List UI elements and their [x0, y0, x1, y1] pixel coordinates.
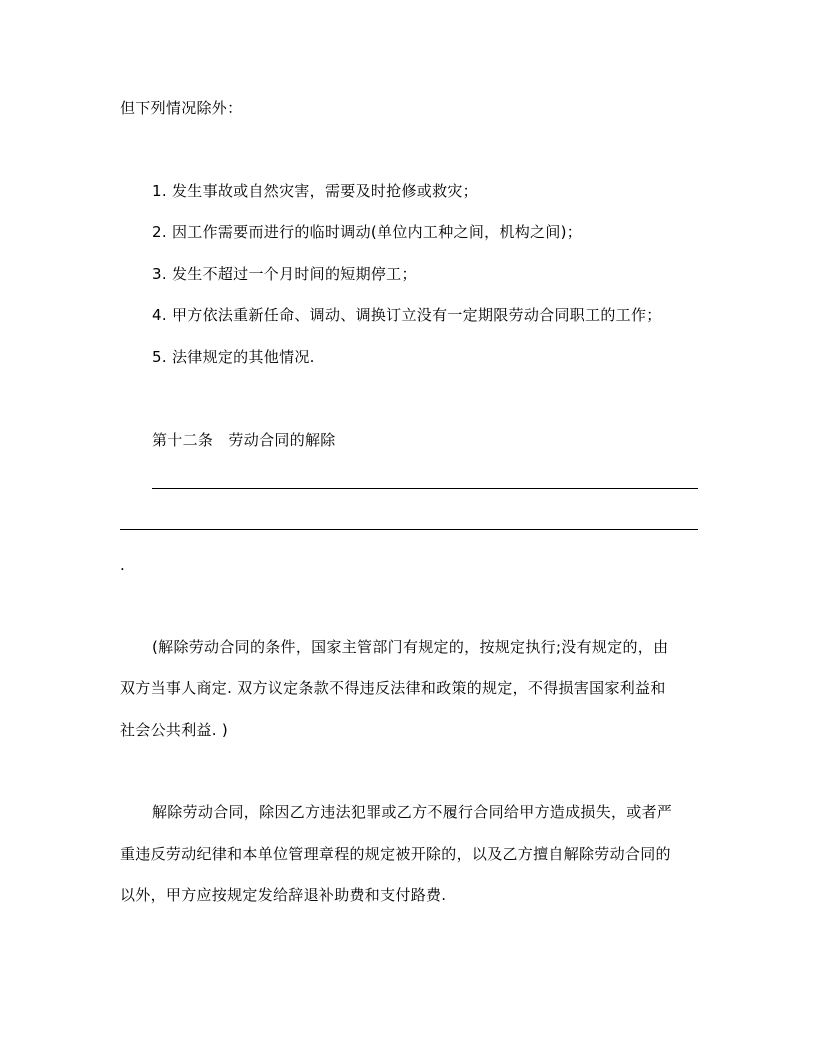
note-line-1: (解除劳动合同的条件，国家主管部门有规定的，按规定执行;没有规定的，由 [152, 638, 669, 656]
paragraph-line-3: 以外，甲方应按规定发给辞退补助费和支付路费. [120, 886, 447, 904]
blank-line-1 [152, 488, 698, 489]
exception-item-4: 4. 甲方依法重新任命、调动、调换订立没有一定期限劳动合同职工的工作； [152, 306, 662, 324]
exception-item-5: 5. 法律规定的其他情况. [152, 348, 315, 366]
blank-line-2 [120, 529, 698, 530]
paragraph-line-2: 重违反劳动纪律和本单位管理章程的规定被开除的，以及乙方擅自解除劳动合同的 [120, 845, 671, 863]
exception-item-3: 3. 发生不超过一个月时间的短期停工； [152, 265, 417, 283]
exception-item-1: 1. 发生事故或自然灾害，需要及时抢修或救灾； [152, 182, 478, 200]
intro-text: 但下列情况除外： [120, 99, 243, 117]
exception-item-2: 2. 因工作需要而进行的临时调动(单位内工种之间，机构之间)； [152, 223, 583, 241]
note-line-3: 社会公共利益. ) [120, 721, 229, 739]
note-line-2: 双方当事人商定. 双方议定条款不得违反法律和政策的规定，不得损害国家利益和 [120, 679, 666, 697]
blank-end-period: . [120, 556, 126, 574]
paragraph-line-1: 解除劳动合同，除因乙方违法犯罪或乙方不履行合同给甲方造成损失，或者严 [152, 803, 673, 821]
article-heading: 第十二条 劳动合同的解除 [152, 431, 336, 449]
